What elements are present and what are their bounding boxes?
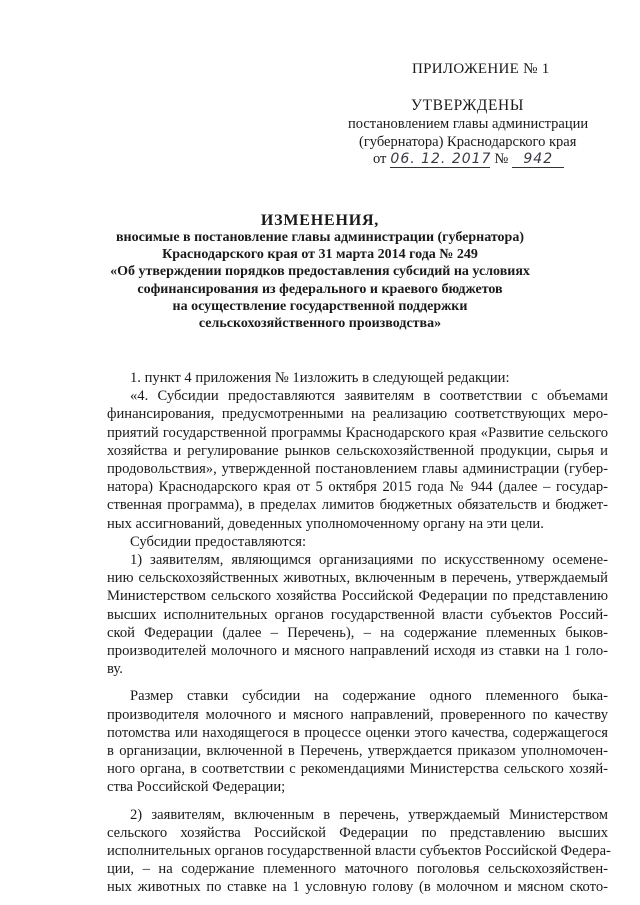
text-line: ву. [107, 661, 123, 678]
subtitle-line: сельскохозяйственного производства» [198, 316, 442, 332]
text-line: производителей молочного и мясного направлений исходя из ставки на 1 голо- [107, 643, 608, 660]
approval-date-number-line [373, 151, 564, 168]
paragraph-4 [107, 551, 608, 678]
subtitle-line: софинансирования из федерального и краевого бюджетов [137, 281, 503, 297]
text-line: 2) заявителям, включенным в перечень, утверждаемый Министерством [130, 806, 608, 823]
text-line: производителя молочного и мясного направлений, проверенного по качеству [107, 706, 608, 723]
text-line: натора) Краснодарского края от 5 октября 2015 года № 944 (далее – государ- [107, 479, 608, 496]
approved-label: УТВЕРЖДЕНЫ [411, 97, 524, 114]
subtitle-line: Краснодарского края от 31 марта 2014 года № 249 [162, 247, 478, 263]
text-line: сельского хозяйства Российской Федерации по представлению высших [107, 824, 608, 841]
text-line: ства Российской Федерации; [107, 779, 286, 796]
approved-by-line-2: (губернатора) Краснодарского края [359, 134, 577, 150]
number-prefix: № [494, 151, 509, 167]
paragraph-3 [107, 533, 608, 551]
text-line: ного органа, в соответствии с рекомендациями Министерства сельского хозяй- [107, 761, 608, 778]
paragraph-5 [107, 687, 608, 796]
document-body [107, 369, 611, 897]
text-line: Субсидии предоставляются: [130, 533, 307, 550]
text-line: продовольствия», утвержденной постановлением главы администрации (губер- [107, 461, 608, 478]
text-line: «4. Субсидии предоставляются заявителям в соответствии с объемами [130, 388, 608, 405]
date-prefix: от [373, 151, 387, 167]
text-line: в организации, включенной в Перечень, утверждается приказом уполномочен- [107, 743, 608, 760]
paragraph-6 [107, 806, 611, 897]
paragraph-1 [107, 369, 608, 387]
text-line: 1. пункт 4 приложения № 1изложить в следующей редакции: [130, 370, 510, 386]
subtitle-line: «Об утверждении порядков предоставления субсидий на условиях [110, 264, 530, 280]
approved-by-line-1: постановлением главы администрации [348, 116, 589, 132]
text-line: исполнительных органов государственной власти субъектов Российской Федера- [107, 843, 611, 860]
subtitle-line: вносимые в постановление главы администрации (губернатора) [115, 230, 525, 245]
text-line: Министерством сельского хозяйства Российской Федерации по представлению [107, 588, 608, 605]
appendix-label: ПРИЛОЖЕНИЕ № 1 [412, 61, 550, 77]
text-line: приятий государственной программы Краснодарского края «Развитие сельского [107, 424, 608, 441]
text-line: хозяйства и регулирование рынков сельскохозяйственной продукции, сырья и [107, 442, 608, 459]
text-line: ственная программа), в пределах лимитов бюджетных обязательств и бюджет- [107, 497, 608, 514]
text-line: высших исполнительных органов государственной власти субъектов Россий- [107, 606, 608, 623]
text-line: ции, – на содержание племенного маточного поголовья сельскохозяйствен- [107, 861, 608, 878]
document-subtitle [100, 229, 540, 332]
document-title: ИЗМЕНЕНИЯ, [260, 212, 380, 229]
text-line: финансирования, предусмотренными на реализацию соответствующих меро- [107, 406, 608, 423]
text-line: Размер ставки субсидии на содержание одного племенного быка- [130, 688, 608, 705]
text-line: потомства или находящегося в процессе оценки этого качества, содержащегося [107, 724, 608, 741]
text-line: ской Федерации (далее – Перечень), – на содержание племенных быков- [107, 624, 608, 641]
text-line: нию сельскохозяйственных животных, включенным в перечень, утверждаемый [107, 570, 608, 587]
text-line: ных животных по ставке на 1 условную голову (в молочном и мясном ското- [107, 879, 608, 896]
handwritten-date: 06. 12. 2017 [390, 151, 492, 167]
subtitle-line: на осуществление государственной поддержки [172, 298, 468, 314]
paragraph-2 [107, 387, 608, 533]
text-line: 1) заявителям, являющимся организациями по искусственному осемене- [130, 552, 608, 569]
handwritten-number: 942 [512, 152, 564, 168]
text-line: ных ассигнований, доведенных уполномоченному органу на эти цели. [107, 515, 544, 532]
